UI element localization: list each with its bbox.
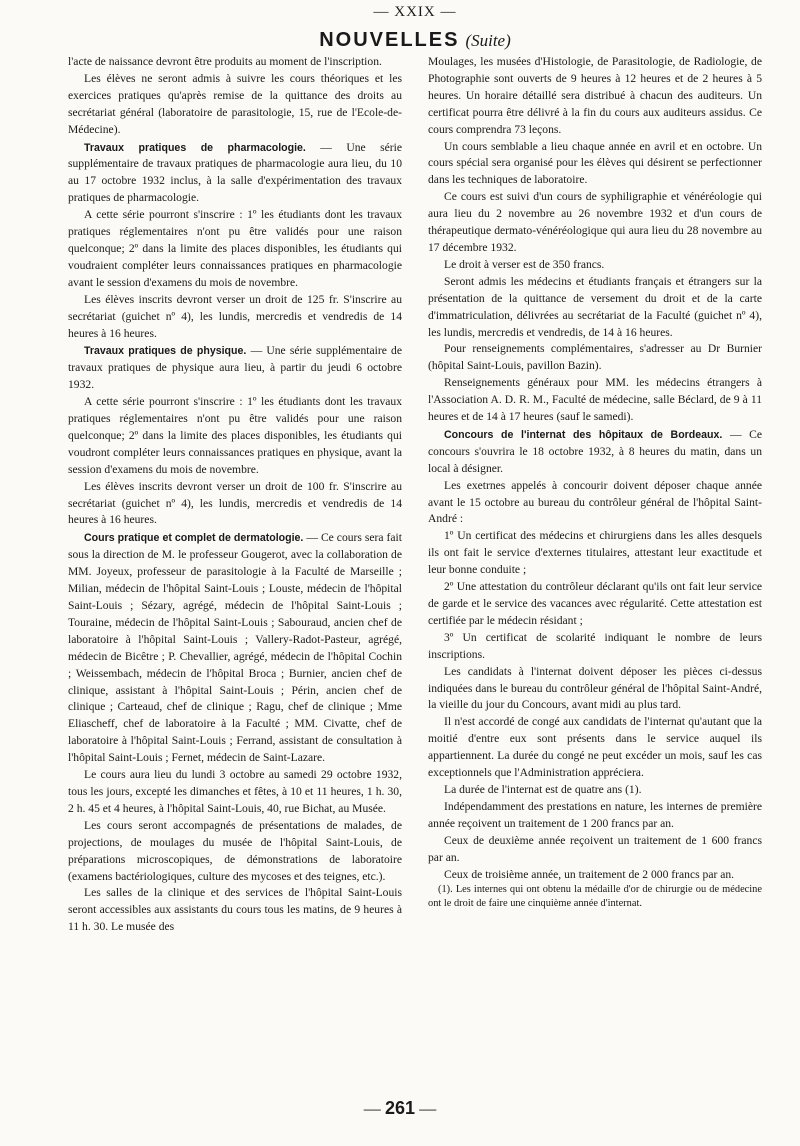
subheading-physique: Travaux pratiques de physique. [84, 345, 247, 358]
section-title: NOUVELLES [319, 29, 460, 51]
page-number [0, 1098, 800, 1119]
paragraph: Les élèves inscrits devront verser un droit de 100 fr. S'inscrire au secrétariat (guichet nº 4), les lundis, mercredis et vendredis de 14 heures à 16 heures. [68, 479, 402, 527]
paragraph: Moulages, les musées d'Histologie, de Parasitologie, de Radiologie, de Photographie sont ouverts de 9 heures à 12 heures et de 2 heures à 5 heures. Un horaire détaillé sera distribué à chacun des auditeurs. Un certificat pourra être délivré à la fin du cours aux auditeurs assidus. Ce cours comprendra 73 leçons. [428, 55, 762, 136]
paragraph: Seront admis les médecins et étudiants français et étrangers sur la présentation de la quittance de versement du droit et de la carte d'immatriculation, délivrées au secrétariat de la Faculté (guichet nº 4), les lundis, mercredis et vendredis, de 14 à 16 heures. [428, 274, 762, 339]
paragraph: A cette série pourront s'inscrire : 1º les étudiants dont les travaux pratiques réglementaires n'ont pu être validés pour une raison quelconque; 2º dans la limite des places disponibles, les étudiants qui voudraient compléter leurs connaissances pratiques en pharmacologie avant le session d'examens du mois de novembre. [68, 208, 402, 289]
paragraph: Un cours semblable a lieu chaque année en avril et en octobre. Un cours spécial sera organisé pour les élèves qui désirent se perfectionner dans les techniques de laboratoire. [428, 139, 762, 187]
paragraph: Les élèves inscrits devront verser un droit de 125 fr. S'inscrire au secrétariat (guichet nº 4), les lundis, mercredis et vendredis de 14 heures à 16 heures. [68, 292, 402, 340]
paragraph: Les cours seront accompagnés de présentations de malades, de projections, de moulages du musée de l'hôpital Saint-Louis, de préparations microscopiques, de démonstrations de laboratoire (examens bactériologiques, culture des mycoses et des teignes, etc.). [68, 818, 402, 883]
paragraph: Ce cours est suivi d'un cours de syphiligraphie et vénéréologie qui aura lieu du 2 novembre au 26 novembre 1932 et d'un cours de thérapeutique dermato-vénéréologique qui aura lieu du 28 novembre au 17 décembre 1932. [428, 190, 762, 254]
paragraph: Travaux pratiques de pharmacologie. — Une série supplémentaire de travaux pratiques de pharmacologie aura lieu, du 10 au 17 octobre 1932 inclus, à la salle d'expérimentation des travaux pratiques de pharmacologie. [68, 140, 402, 205]
roman-page-number: — XXIX — [373, 4, 457, 20]
paragraph: Il n'est accordé de congé aux candidats de l'internat qu'autant que la moitié d'entre eux sont présents dans le service auquel ils appartiennent. La durée du congé ne peut excéder un mois, sauf les cas exceptionnels que l'Administration appréciera. [428, 715, 762, 780]
paragraph: Les exetrnes appelés à concourir doivent déposer chaque année avant le 15 octobre au bureau du contrôleur général de l'hôpital Saint-André : [428, 478, 762, 526]
paragraph: Cours pratique et complet de dermatologie. — Ce cours sera fait sous la direction de M. le professeur Gougerot, avec la collaboration de MM. Joyeux, professeur de parasitologie à la Faculté de Marseille ; Milian, médecin de l'hôpital Saint-Louis ; Louste, médecin de l'hôpital Saint-Louis ; Sézary, agrégé, médecin de l'hôpital Saint-Louis ; Touraine, médecin de l'hôpital Saint-Louis ; Sabouraud, ancien chef de laboratoire à l'hôpital Saint-Louis ; Vallery-Radot-Pasteur, agrégé, médecin de Bicêtre ; P. Chevallier, agrégé, médecin de l'hôpital Cochin ; Weissembach, médecin de l'hôpital Broca ; Burnier, ancien chef de clinique, assistant à l'hôpital Saint-Louis ; Périn, ancien chef de clinique ; Carteaud, chef de clinique ; Ragu, chef de clinique ; Mme Eliascheff, chef de laboratoire à la Faculté ; MM. Civatte, chef de laboratoire à l'hôpital Saint-Louis ; Ferrand, assistant de consultation à l'hôpital Saint-Louis ; Fernet, médecin de Saint-Lazare. [68, 531, 402, 765]
paragraph: Indépendamment des prestations en nature, les internes de première année reçoivent un traitement de 1 200 francs par an. [428, 799, 762, 830]
folio-dash-left: — [363, 1099, 381, 1118]
folio-dash-right: — [419, 1099, 437, 1118]
paragraph: 2º Une attestation du contrôleur déclarant qu'ils ont fait leur service de garde et le service des vacances avec régularité. Cette attestation est certifiée par le médecin résidant ; [428, 580, 762, 627]
paragraph: Ceux de troisième année, un traitement de 2 000 francs par an. [444, 867, 735, 881]
paragraph: Le cours aura lieu du lundi 3 octobre au samedi 29 octobre 1932, tous les jours, excepté les dimanches et fêtes, à 10 et 11 heures, 1 h. 30, 2 h. 45 et 4 heures, à l'hôpital Saint-Louis, 40, rue Bichat, au Musée. [68, 768, 402, 815]
paragraph: Les candidats à l'internat doivent déposer les pièces ci-dessus indiquées dans le bureau du contrôleur général de l'hôpital Saint-André, la vieille du jour du Concours, avant midi au plus tard. [428, 664, 762, 712]
left-column [68, 54, 402, 936]
paragraph: La durée de l'internat est de quatre ans (1). [444, 782, 642, 796]
paragraph: Renseignements généraux pour MM. les médecins étrangers à l'Association A. D. R. M., Faculté de médecine, salle Béclard, de 9 à 11 heures et de 14 à 17 heures (sauf le samedi). [428, 376, 762, 424]
section-heading [68, 26, 762, 54]
subheading-pharmacologie: Travaux pratiques de pharmacologie. [84, 141, 306, 154]
right-column [428, 54, 762, 936]
paragraph: Les élèves ne seront admis à suivre les cours théoriques et les exercices pratiques qu'après remise de la quittance des droits au secrétariat général (laboratoire de parasitologie, 15, rue de l'Ecole-de-Médecine). [68, 71, 402, 136]
paragraph: l'acte de naissance devront être produits au moment de l'inscription. [68, 55, 382, 68]
paragraph: 1º Un certificat des médecins et chirurgiens dans les alles desquels ils ont fait le service d'externes titulaires, attestant leur exactitude et leur bonne conduite ; [428, 529, 762, 577]
paragraph: Le droit à verser est de 350 francs. [444, 257, 605, 271]
paragraph: Les salles de la clinique et des services de l'hôpital Saint-Louis seront accessibles aux assistants du cours tous les matins, de 9 heures à 11 h. 30. Le musée des [68, 886, 402, 934]
footnote: (1). Les internes qui ont obtenu la médaille d'or de chirurgie ou de médecine ont le droit de faire une cinquième année d'internat. [428, 884, 762, 910]
paragraph: 3º Un certificat de scolarité indiquant le nombre de leurs inscriptions. [428, 630, 762, 661]
paragraph: Travaux pratiques de physique. — Une série supplémentaire de travaux pratiques de physique aura lieu, à partir du jeudi 6 octobre 1932. [68, 344, 402, 392]
paragraph: Ceux de deuxième année reçoivent un traitement de 1 600 francs par an. [428, 833, 762, 864]
subheading-internat-bordeaux: Concours de l'internat des hôpitaux de Bordeaux. [444, 428, 723, 441]
paragraph: Pour renseignements complémentaires, s'adresser au Dr Burnier (hôpital Saint-Louis, pavillon Bazin). [428, 342, 762, 373]
text-columns [68, 54, 762, 936]
subheading-dermatologie: Cours pratique et complet de dermatologie. [84, 532, 304, 545]
folio-number: 261 [384, 1098, 416, 1118]
section-title-suite: (Suite) [465, 31, 511, 50]
paragraph: Concours de l'internat des hôpitaux de Bordeaux. — Ce concours s'ouvrira le 18 octobre 1932, à 8 heures du matin, dans un local à désigner. [428, 427, 762, 475]
paragraph: A cette série pourront s'inscrire : 1º les étudiants dont les travaux pratiques réglementaires n'ont pu être validés pour une raison quelconque; 2º dans la limite des places disponibles, les étudiants qui voudront compléter leurs connaissances pratiques en physique, avant la session d'examens du mois de novembre. [68, 395, 402, 476]
